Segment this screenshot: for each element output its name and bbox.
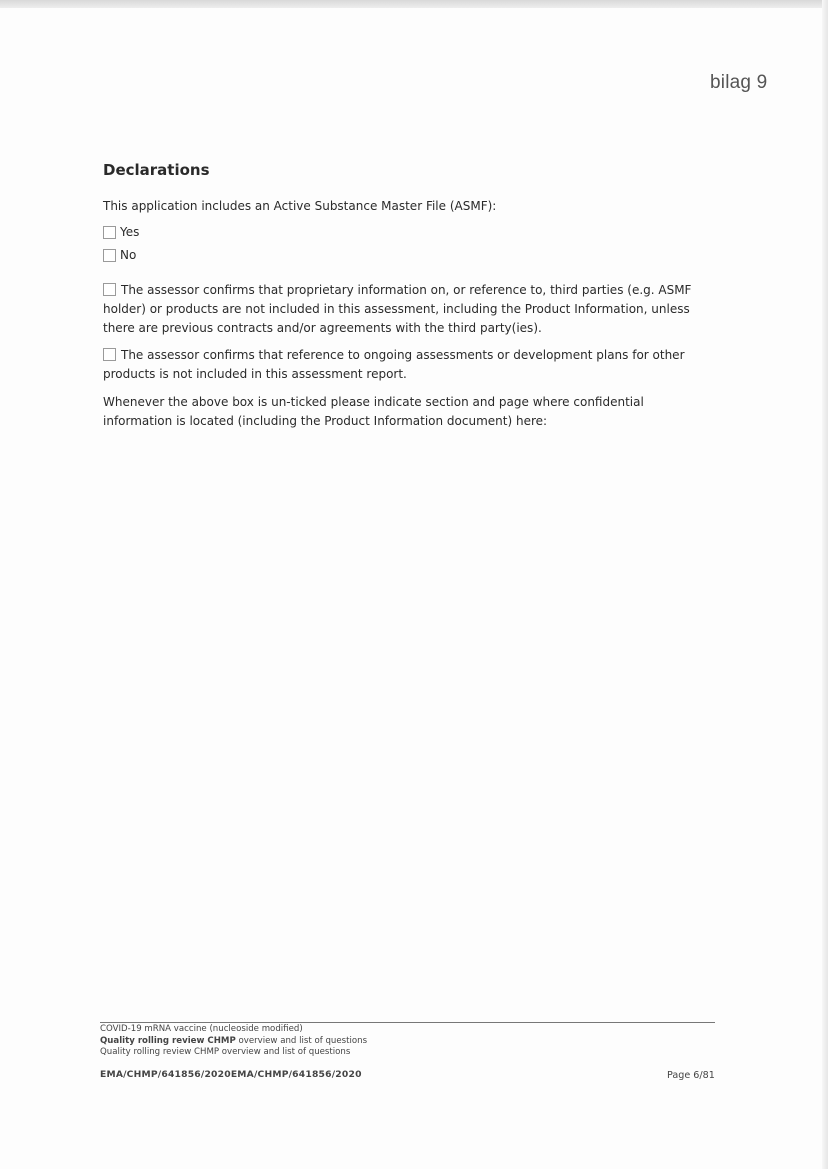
confidential-instruction: Whenever the above box is un-ticked please indicate section and page where confidential information is located (including the Product Information document) here: [103, 395, 644, 428]
page-number: Page 6/81 [667, 1070, 715, 1081]
footer-divider [100, 1022, 715, 1023]
third-parties-checkbox[interactable] [103, 283, 116, 296]
footer-document-title [100, 1036, 367, 1048]
option-yes-label: Yes [120, 224, 140, 239]
option-no-label: No [120, 247, 137, 262]
section-heading: Declarations [103, 161, 210, 179]
document-reference-code: EMA/CHMP/641856/2020EMA/CHMP/641856/2020 [100, 1069, 362, 1080]
footer-title-rest: overview and list of questions [235, 1035, 368, 1046]
ongoing-assessments-checkbox[interactable] [103, 348, 116, 361]
confirmation-third-parties [103, 281, 708, 338]
confirmation-third-parties-text: The assessor confirms that proprietary information on, or reference to, third parties (e.g. ASMF holder) or products are not included in this assessment, including the Product Information, unless there are previous contracts and/or agreements with the third party(ies). [103, 283, 692, 335]
option-yes[interactable] [103, 224, 139, 240]
scan-top-edge [0, 0, 828, 8]
annex-stamp: bilag 9 [710, 72, 768, 93]
footer-title-bold: Quality rolling review CHMP [100, 1035, 236, 1046]
option-no[interactable] [103, 247, 136, 263]
yes-checkbox[interactable] [103, 226, 116, 239]
no-checkbox[interactable] [103, 249, 116, 262]
footer-product-name: COVID-19 mRNA vaccine (nucleoside modified) [100, 1024, 303, 1034]
confirmation-ongoing-assessments [103, 346, 708, 384]
footer-document-title-repeat: Quality rolling review CHMP overview and list of questions [100, 1047, 351, 1057]
asmf-question: This application includes an Active Substance Master File (ASMF): [103, 199, 497, 213]
scan-right-edge [822, 0, 828, 1169]
confirmation-ongoing-assessments-text: The assessor confirms that reference to ongoing assessments or development plans for other products is not included in this assessment report. [103, 348, 685, 381]
